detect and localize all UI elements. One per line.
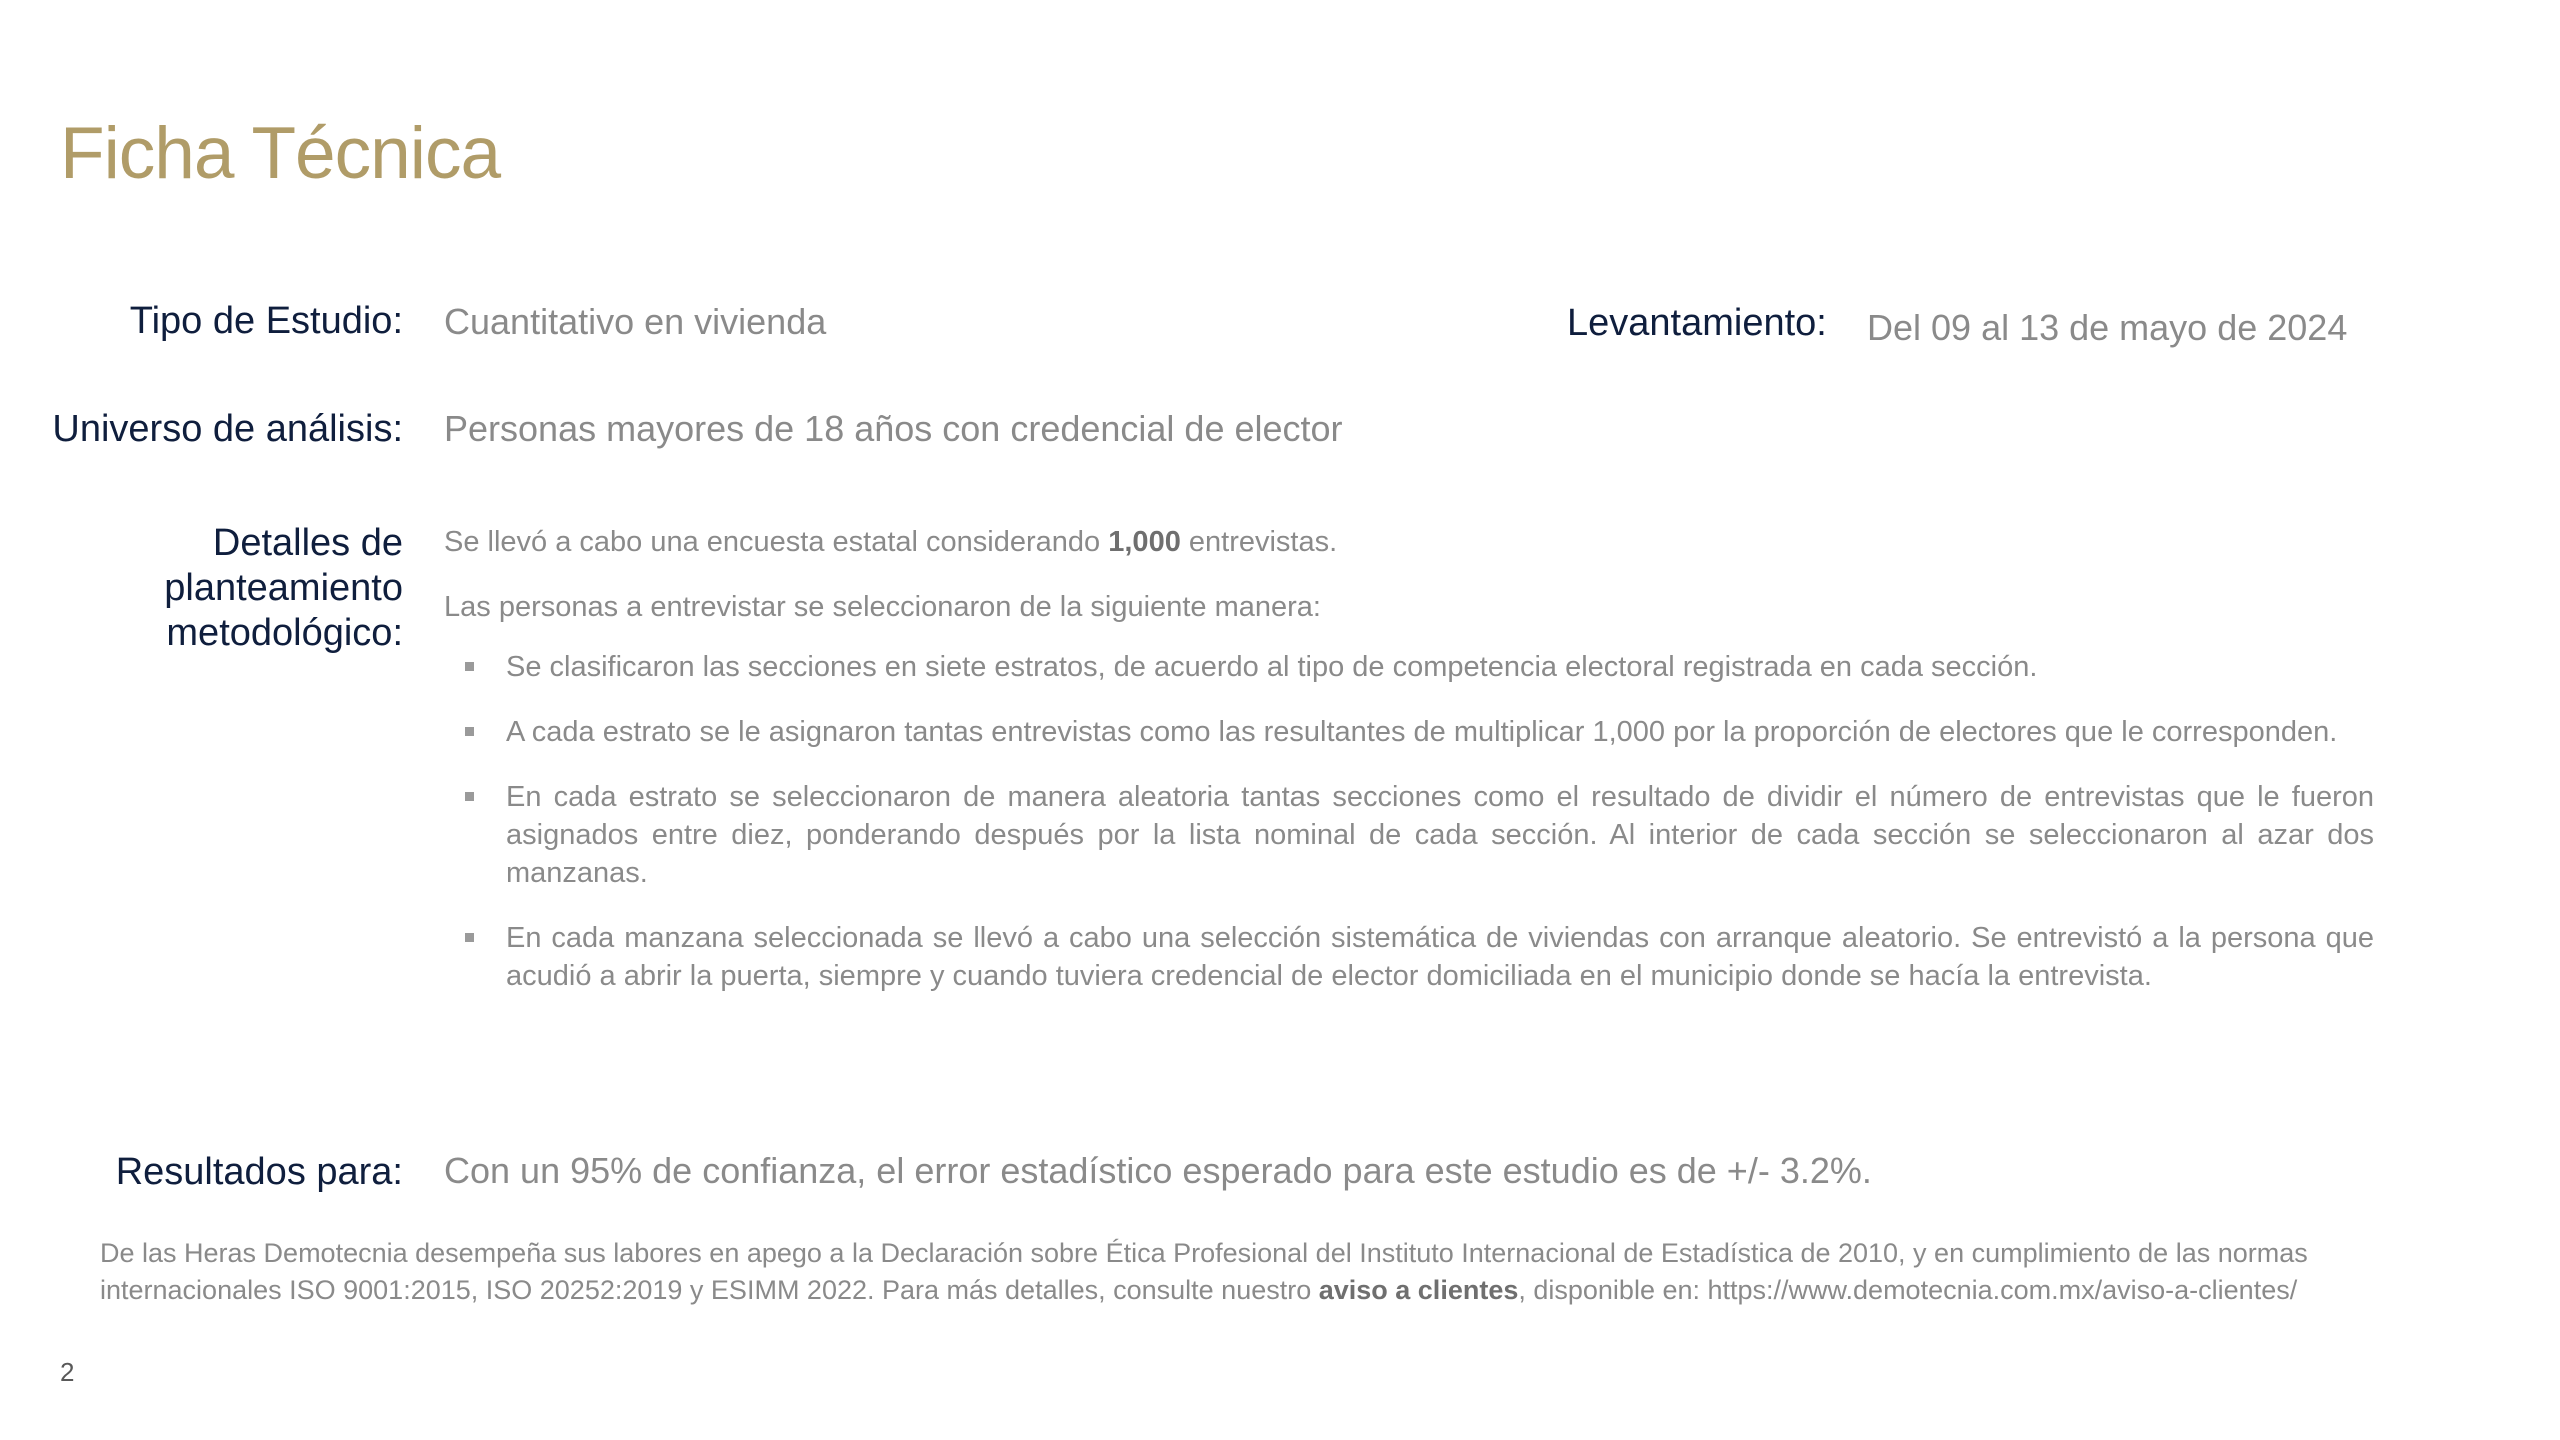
list-item: A cada estrato se le asignaron tantas entrevistas como las resultantes de multiplicar 1,000 por la proporción de electores que le corresponden. <box>444 713 2374 751</box>
list-item: Se clasificaron las secciones en siete estratos, de acuerdo al tipo de competencia electoral registrada en cada sección. <box>444 648 2374 686</box>
universo-label: Universo de análisis: <box>52 408 403 450</box>
page-title: Ficha Técnica <box>60 113 501 194</box>
methodology-bullet-list <box>444 648 2374 1022</box>
selection-intro: Las personas a entrevistar se seleccionaron de la siguiente manera: <box>444 591 1321 623</box>
levantamiento-value: Del 09 al 13 de mayo de 2024 <box>1867 307 2348 348</box>
interview-count: 1,000 <box>1108 526 1181 558</box>
page-number: 2 <box>60 1357 75 1387</box>
list-item: En cada manzana seleccionada se llevó a cabo una selección sistemática de viviendas con arranque aleatorio. Se entrevistó a la persona que acudió a abrir la puerta, siempre y cuando tuviera credencial de elector domiciliada en el municipio donde se hacía la entrevista. <box>444 919 2374 995</box>
aviso-clientes-link[interactable]: aviso a clientes <box>1318 1275 1519 1305</box>
bullet-square-icon <box>465 933 474 942</box>
methodology-label-line: Detalles de <box>212 522 403 564</box>
survey-intro: Se llevó a cabo una encuesta estatal considerando 1,000 entrevistas. <box>444 526 1338 558</box>
resultados-label: Resultados para: <box>115 1151 403 1193</box>
resultados-value: Con un 95% de confianza, el error estadístico esperado para este estudio es de +/- 3.2%. <box>444 1150 1872 1191</box>
tipo-estudio-value: Cuantitativo en vivienda <box>444 301 827 342</box>
methodology-label-line: metodológico: <box>166 612 403 654</box>
list-item: En cada estrato se seleccionaron de manera aleatoria tantas secciones como el resultado de dividir el número de entrevistas que le fueron asignados entre diez, ponderando después por la lista nominal de cada sección. Al interior de cada sección se seleccionaron al azar dos manzanas. <box>444 778 2374 892</box>
methodology-label-line: planteamiento <box>164 567 403 609</box>
bullet-square-icon <box>465 662 474 671</box>
bullet-square-icon <box>465 727 474 736</box>
tipo-estudio-label: Tipo de Estudio: <box>129 300 403 342</box>
universo-value: Personas mayores de 18 años con credencial de elector <box>444 408 1343 449</box>
methodology-label <box>164 521 403 656</box>
footer-disclaimer: De las Heras Demotecnia desempeña sus labores en apego a la Declaración sobre Ética Profesional del Instituto Internacional de Estadística de 2010, y en cumplimiento de las normas internacionales ISO 9001:2015, ISO 20252:2019 y ESIMM 2022. Para más detalles, consulte nuestro aviso a clientes, disponible en: https://www.demotecnia.com.mx/aviso-a-clientes/ <box>100 1238 2308 1305</box>
levantamiento-label: Levantamiento: <box>1567 302 1827 344</box>
bullet-square-icon <box>465 792 474 801</box>
